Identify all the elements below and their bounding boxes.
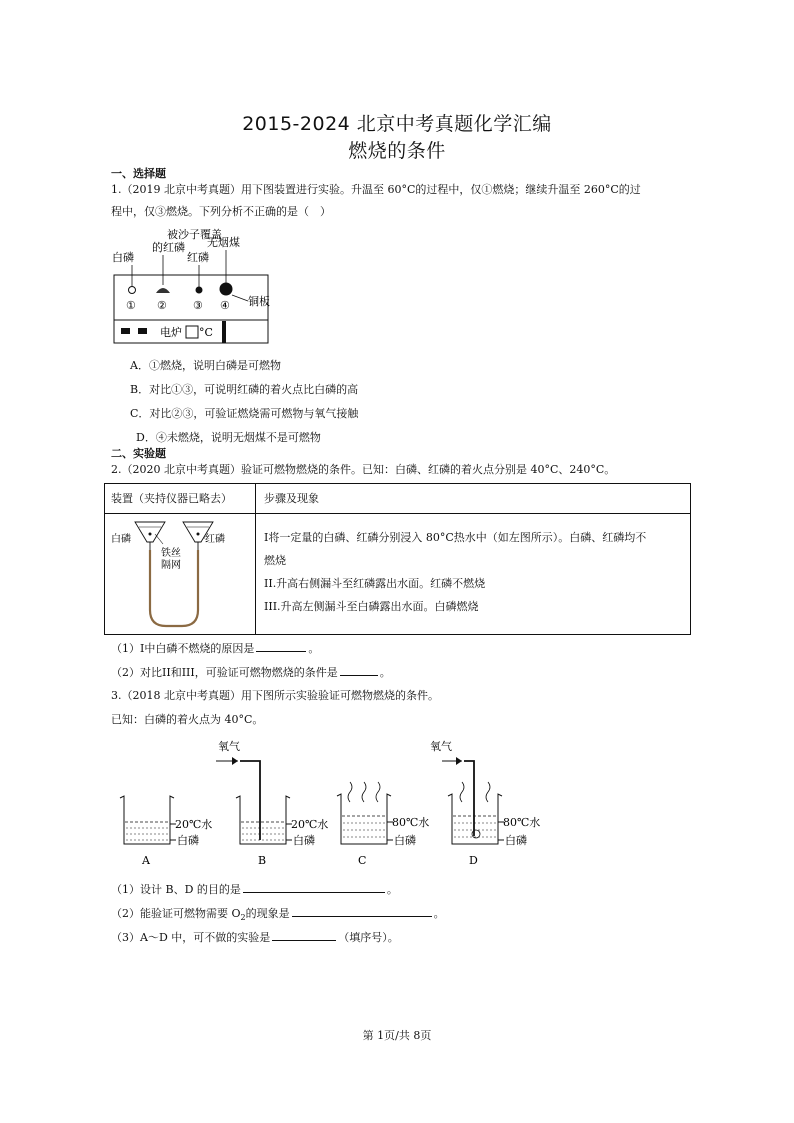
q2-sub2-period: 。 [379, 666, 391, 679]
document-subtitle: 燃烧的条件 [348, 140, 446, 162]
q1-option-b: B．对比①③，可说明红磷的着火点比白磷的高 [130, 383, 359, 396]
label-b-oxygen: 氧气 [218, 740, 240, 753]
q1-option-a: A．①燃烧，说明白磷是可燃物 [130, 359, 281, 372]
label-d: D [469, 854, 478, 867]
q1-apparatus-figure [112, 225, 282, 350]
label-wire-mesh-2: 隔网 [161, 560, 181, 571]
q3-sub1-answer-blank[interactable] [243, 880, 385, 893]
label-a-phosphorus: 白磷 [177, 834, 199, 847]
q3-sub1-period: 。 [386, 883, 398, 896]
label-c: C [358, 854, 367, 867]
label-n4: ④ [220, 299, 230, 312]
coal-dot [220, 283, 233, 296]
q2-table [104, 483, 691, 635]
label-c-phosphorus: 白磷 [394, 834, 416, 847]
label-n1: ① [126, 299, 136, 312]
q2-step-1a: I将一定量的白磷、红磷分别浸入 80°C热水中（如左图所示）。白磷、红磷均不 [264, 531, 647, 544]
q3-beakers-figure [112, 736, 542, 868]
label-copper-plate: 铜板 [248, 295, 270, 308]
document-title: 2015-2024 北京中考真题化学汇编 [242, 113, 552, 135]
q2-sub1-text: （1）I中白磷不燃烧的原因是 [111, 642, 255, 655]
label-d-water: 80℃水 [503, 816, 541, 829]
label-white-phosphorus: 白磷 [112, 251, 134, 264]
label-wire-mesh-1: 铁丝 [161, 548, 181, 559]
q3-sub3-tail: （填序号）。 [338, 931, 399, 944]
q2-steps-cell [256, 514, 691, 635]
q1-stem-line2: 程中，仅③燃烧。下列分析不正确的是（ ） [111, 205, 331, 218]
q3-sub2-text-a: （2）能验证可燃物需要 O [111, 907, 241, 920]
q2-sub1-period: 。 [308, 642, 320, 655]
label-coal: 无烟煤 [207, 236, 240, 249]
label-d-phosphorus: 白磷 [505, 834, 527, 847]
label-electric-stove: 电炉 [160, 326, 182, 339]
q1-option-c: C．对比②③，可验证燃烧需可燃物与氧气接触 [130, 407, 359, 420]
label-n3: ③ [193, 299, 203, 312]
sand-covered-phosphorus [156, 288, 170, 293]
q1-stem-line1: 1.（2019 北京中考真题）用下图装置进行实验。升温至 60°C的过程中，仅①燃烧；继续升温至 260°C的过 [111, 183, 641, 196]
label-b-water: 20℃水 [291, 818, 329, 831]
q3-stem: 3.（2018 北京中考真题）用下图所示实验验证可燃物燃烧的条件。 [111, 689, 439, 702]
q3-sub1 [111, 880, 398, 897]
beaker-b [216, 739, 328, 867]
q3-sub2-period: 。 [433, 907, 445, 920]
label-degree: °C [199, 326, 213, 339]
label-b: B [258, 854, 267, 867]
q2-step-2: II.升高右侧漏斗至红磷露出水面。红磷不燃烧 [264, 577, 486, 590]
label-a-water: 20℃水 [175, 818, 213, 831]
label-left-white-phosphorus: 白磷 [111, 534, 131, 545]
label-right-red-phosphorus: 红磷 [205, 534, 225, 545]
q3-sub2-subscript: 2 [240, 913, 246, 923]
q2-u-tube-figure [105, 514, 243, 634]
label-a: A [142, 854, 150, 867]
q1-option-d: D．④未燃烧，说明无烟煤不是可燃物 [136, 431, 321, 444]
section-heading-choice: 一、选择题 [111, 167, 166, 180]
label-covered-line1: 被沙子覆盖 [167, 228, 222, 241]
red-phosphorus-dot [196, 287, 203, 294]
label-b-phosphorus: 白磷 [293, 834, 315, 847]
q3-sub2-answer-blank[interactable] [292, 904, 432, 917]
q3-sub3 [111, 928, 399, 945]
q2-sub2-text: （2）对比II和III，可验证可燃物燃烧的条件是 [111, 666, 338, 679]
q3-sub3-answer-blank[interactable] [272, 928, 336, 941]
q2-sub2-answer-blank[interactable] [340, 663, 378, 676]
q2-sub2 [111, 663, 391, 680]
q2-stem: 2.（2020 北京中考真题）验证可燃物燃烧的条件。已知：白磷、红磷的着火点分别是 40°C、240°C。 [111, 463, 616, 476]
q3-sub3-text: （3）A～D 中，可不做的实验是 [111, 931, 271, 944]
label-n2: ② [157, 299, 167, 312]
beaker-d [430, 739, 540, 867]
beaker-c [337, 782, 429, 867]
q2-step-3: III.升高左侧漏斗至白磷露出水面。白磷燃烧 [264, 600, 479, 613]
label-c-water: 80℃水 [392, 816, 430, 829]
q3-sub2 [111, 904, 445, 922]
q2-header-steps: 步骤及现象 [256, 484, 691, 514]
page-footer: 第 1页/共 8页 [362, 1029, 432, 1042]
label-d-oxygen: 氧气 [430, 740, 452, 753]
q2-sub1 [111, 639, 319, 656]
q3-known: 已知：白磷的着火点为 40°C。 [111, 713, 264, 726]
q2-step-1b: 燃烧 [264, 554, 286, 567]
label-red-phosphorus: 红磷 [187, 251, 209, 264]
q2-header-apparatus: 装置（夹持仪器已略去） [105, 484, 256, 514]
beaker-a [120, 796, 212, 867]
q2-sub1-answer-blank[interactable] [256, 639, 306, 652]
q3-sub2-text-b: 的现象是 [245, 907, 290, 920]
white-phosphorus-dot [129, 287, 136, 294]
section-heading-experiment: 二、实验题 [111, 447, 166, 460]
label-covered-line2: 的红磷 [152, 241, 185, 254]
q3-sub1-text: （1）设计 B、D 的目的是 [111, 883, 241, 896]
q2-apparatus-cell [105, 514, 256, 635]
